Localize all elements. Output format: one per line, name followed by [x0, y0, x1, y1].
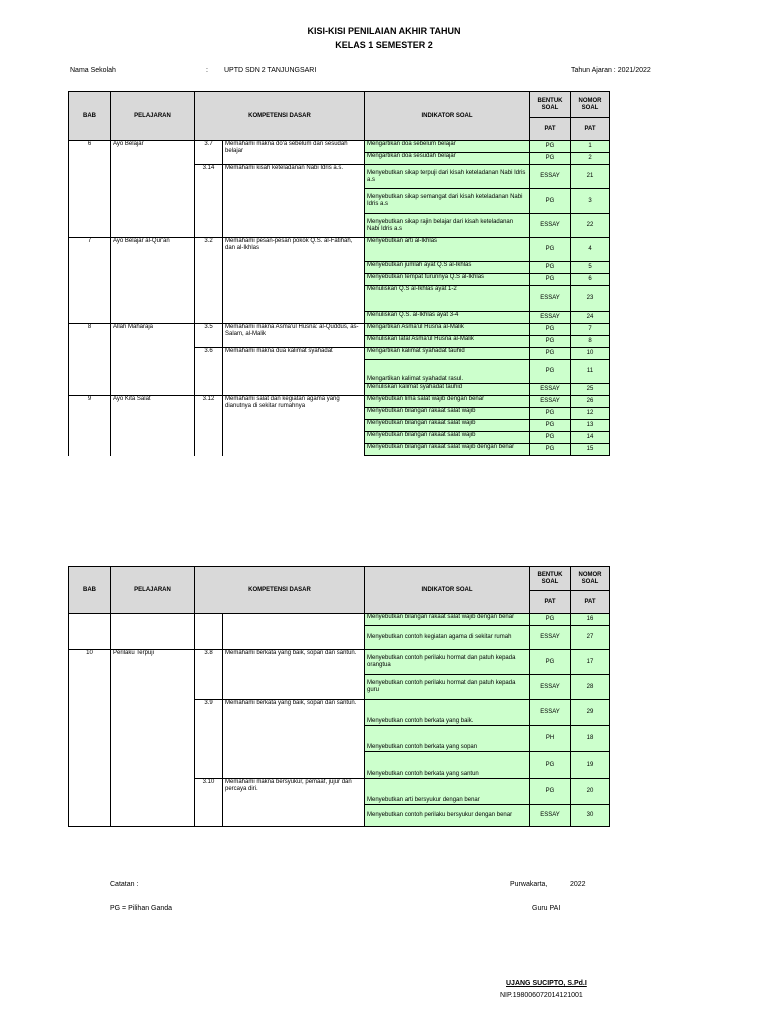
indicator: Mengartikan doa sesudah belajar — [365, 153, 530, 165]
kd-number: 3.2 — [195, 238, 223, 324]
question-number: 15 — [571, 444, 610, 456]
school-colon: : — [206, 67, 208, 74]
question-number: 23 — [571, 286, 610, 312]
kd-number: 3.7 — [195, 141, 223, 165]
question-type: PG — [530, 348, 571, 360]
col-nomor: NOMOR SOAL — [571, 92, 610, 118]
col-pat-bentuk: PAT — [530, 591, 571, 614]
question-number: 4 — [571, 238, 610, 262]
question-number: 30 — [571, 805, 610, 827]
indicator: Menyebutkan contoh perilaku hormat dan patuh kepada guru — [365, 675, 530, 700]
signer-name: UJANG SUCIPTO, S.Pd.I — [506, 980, 587, 987]
indicator: Menyebutkan contoh perilaku hormat dan patuh kepada orangtua — [365, 650, 530, 675]
question-number: 24 — [571, 312, 610, 324]
question-type: PG — [530, 262, 571, 274]
indicator: Menyebutkan jumlah ayat Q.S al-Ikhlas — [365, 262, 530, 274]
col-bentuk: BENTUK SOAL — [530, 567, 571, 591]
question-type: PG — [530, 432, 571, 444]
kd-text-empty — [223, 614, 365, 650]
table-row — [69, 141, 610, 153]
question-number: 2 — [571, 153, 610, 165]
question-type: PG — [530, 360, 571, 384]
lesson-name: Allah Maharaja — [111, 324, 195, 396]
indicator: Menyebutkan contoh berkata yang santun — [365, 752, 530, 779]
indicator: Mengartikan kalimat syahadat tauhid — [365, 348, 530, 360]
lesson-name: Ayo Belajar — [111, 141, 195, 238]
signer-nip: NIP.198006072014121001 — [500, 992, 583, 999]
question-number: 21 — [571, 165, 610, 189]
page-title: KISI-KISI PENILAIAN AKHIR TAHUN — [307, 26, 461, 36]
question-type: PG — [530, 274, 571, 286]
col-kompetensi: KOMPETENSI DASAR — [195, 567, 365, 614]
kd-text: Memahami berkata yang baik, sopan dan santun. — [223, 650, 365, 700]
table-row — [69, 650, 610, 675]
question-number: 3 — [571, 189, 610, 214]
school-name: UPTD SDN 2 TANJUNGSARI — [224, 67, 317, 74]
question-type: PG — [530, 408, 571, 420]
col-bentuk: BENTUK SOAL — [530, 92, 571, 118]
kd-text-content: Memahami makna do'a sebelum dan sesudah belajar — [225, 141, 348, 154]
lesson-name-empty — [111, 614, 195, 650]
question-type: PG — [530, 650, 571, 675]
question-type: PG — [530, 189, 571, 214]
col-pat-nomor: PAT — [571, 591, 610, 614]
question-number: 13 — [571, 420, 610, 432]
table-row — [69, 614, 610, 626]
lesson-name: Ayo Kita Salat — [111, 396, 195, 456]
lesson-name: Perilaku Terpuji — [111, 650, 195, 827]
kd-number: 3.9 — [195, 700, 223, 779]
col-indikator: INDIKATOR SOAL — [365, 92, 530, 141]
bab-number-empty — [69, 614, 111, 650]
table-row — [69, 238, 610, 262]
indicator: Menuliskan Q.S. al-Ikhlas ayat 3-4 — [365, 312, 530, 324]
bab-number: 10 — [69, 650, 111, 827]
kd-number: 3.12 — [195, 396, 223, 456]
indicator — [365, 444, 530, 456]
kd-text — [223, 141, 365, 165]
place-label: Purwakarta, — [510, 881, 548, 888]
kd-number: 3.10 — [195, 779, 223, 827]
kisi-table-2 — [68, 566, 610, 827]
question-type: ESSAY — [530, 312, 571, 324]
kd-text-content: Memahami makna Asma'ul Husna: al-Quddus, as-Salam, al-Malik — [225, 324, 359, 337]
question-type: ESSAY — [530, 675, 571, 700]
pg-legend: PG = Pilihan Ganda — [110, 905, 173, 912]
indicator: Menyebutkan contoh berkata yang sopan — [365, 726, 530, 752]
col-pat-bentuk: PAT — [530, 118, 571, 141]
question-type: PH — [530, 726, 571, 752]
lesson-name: Ayo Belajar al-Qur'an — [111, 238, 195, 324]
col-pelajaran: PELAJARAN — [111, 92, 195, 141]
col-indikator: INDIKATOR SOAL — [365, 567, 530, 614]
col-pat-nomor: PAT — [571, 118, 610, 141]
question-number: 28 — [571, 675, 610, 700]
indicator: Menyebutkan contoh perilaku bersyukur dengan benar — [365, 805, 530, 827]
question-type: PG — [530, 324, 571, 336]
kd-text-content: Memahami salat dan kegiatan agama yang dianutnya di sekitar rumahnya — [225, 396, 340, 409]
question-number: 20 — [571, 779, 610, 805]
bab-number: 8 — [69, 324, 111, 396]
kd-number-empty — [195, 614, 223, 650]
indicator: Menyebutkan arti bersyukur dengan benar — [365, 779, 530, 805]
question-type: ESSAY — [530, 805, 571, 827]
question-number: 12 — [571, 408, 610, 420]
indicator: Mengartikan kalimat syahadat rasul. — [365, 360, 530, 384]
indicator: Menyebutkan bilangan rakaat salat wajib — [365, 408, 530, 420]
kd-text: Memahami kisah keteladanan Nabi Idris a.s. — [223, 165, 365, 238]
question-number: 14 — [571, 432, 610, 444]
question-type: PG — [530, 153, 571, 165]
col-kompetensi: KOMPETENSI DASAR — [195, 92, 365, 141]
question-number: 1 — [571, 141, 610, 153]
signer-role: Guru PAI — [532, 905, 561, 912]
question-number: 29 — [571, 700, 610, 726]
indicator: Menyebutkan sikap terpuji dari kisah keteladanan Nabi Idris a.s — [365, 165, 530, 189]
question-type: PG — [530, 614, 571, 626]
indicator: Menyebutkan sikap rajin belajar dari kisah keteladanan Nabi Idris a.s — [365, 214, 530, 238]
indicator: Menyebutkan bilangan rakaat salat wajib — [365, 420, 530, 432]
school-label: Nama Sekolah — [70, 67, 116, 74]
kd-text — [223, 396, 365, 456]
question-number: 6 — [571, 274, 610, 286]
bab-number: 7 — [69, 238, 111, 324]
question-type: ESSAY — [530, 286, 571, 312]
indicator: Menyebutkan bilangan rakaat salat wajib — [365, 432, 530, 444]
question-number: 22 — [571, 214, 610, 238]
col-bab: BAB — [69, 92, 111, 141]
bab-number: 6 — [69, 141, 111, 238]
indicator: Mengartikan Asma'ul Husna al-Malik — [365, 324, 530, 336]
indicator — [365, 614, 530, 626]
indicator: Menuliskan kalimat syahadat tauhid — [365, 384, 530, 396]
question-number: 17 — [571, 650, 610, 675]
indicator-text: Menyebutkan bilangan rakaat salat wajib dengan benar — [367, 614, 515, 620]
kd-text — [223, 348, 365, 396]
kisi-table-1 — [68, 91, 610, 456]
question-number: 8 — [571, 336, 610, 348]
page-subtitle: KELAS 1 SEMESTER 2 — [335, 40, 433, 50]
indicator-text: Menyebutkan lima salat wajib dengan benar — [367, 396, 485, 402]
indicator-text: Menyebutkan tempat turunnya Q.S al-Ikhlas — [367, 274, 485, 280]
question-number: 19 — [571, 752, 610, 779]
question-type: ESSAY — [530, 396, 571, 408]
question-number: 5 — [571, 262, 610, 274]
bab-number: 9 — [69, 396, 111, 456]
question-type: PG — [530, 420, 571, 432]
notes-label: Catatan : — [110, 881, 139, 888]
indicator: Menyebutkan contoh berkata yang baik. — [365, 700, 530, 726]
question-type: PG — [530, 238, 571, 262]
question-number: 16 — [571, 614, 610, 626]
kd-text: Memahami berkata yang baik, sopan dan santun. — [223, 700, 365, 779]
question-number: 18 — [571, 726, 610, 752]
sign-year: 2022 — [570, 881, 586, 888]
col-nomor: NOMOR SOAL — [571, 567, 610, 591]
indicator: Menuliskan lafal Asma'ul Husna al-Malik — [365, 336, 530, 348]
question-type: ESSAY — [530, 165, 571, 189]
kd-number: 3.5 — [195, 324, 223, 348]
col-pelajaran: PELAJARAN — [111, 567, 195, 614]
question-number: 27 — [571, 626, 610, 650]
question-type: PG — [530, 141, 571, 153]
question-number: 10 — [571, 348, 610, 360]
indicator: Menyebutkan contoh kegiatan agama di sekitar rumah — [365, 626, 530, 650]
question-type: ESSAY — [530, 700, 571, 726]
col-bab: BAB — [69, 567, 111, 614]
kd-text: Memahami makna bersyukur, pemaaf, jujur dan percaya diri. — [223, 779, 365, 827]
question-type: PG — [530, 779, 571, 805]
question-number: 11 — [571, 360, 610, 384]
question-type: PG — [530, 336, 571, 348]
question-number: 25 — [571, 384, 610, 396]
kd-text: Memahami pesan-pesan pokok Q.S. al-Fatihah, dan al-Ikhlas — [223, 238, 365, 324]
question-type: ESSAY — [530, 626, 571, 650]
question-type: ESSAY — [530, 214, 571, 238]
indicator: Menyebutkan sikap semangat dari kisah keteladanan Nabi Idris a.s — [365, 189, 530, 214]
indicator — [365, 396, 530, 408]
academic-year: Tahun Ajaran : 2021/2022 — [571, 67, 651, 74]
kd-number: 3.14 — [195, 165, 223, 238]
kd-number: 3.6 — [195, 348, 223, 396]
question-type: ESSAY — [530, 384, 571, 396]
question-number: 26 — [571, 396, 610, 408]
indicator: Mengartikan doa sebelum belajar — [365, 141, 530, 153]
indicator: Menyebutkan arti al-Ikhlas — [365, 238, 530, 262]
question-type: PG — [530, 752, 571, 779]
question-type: PG — [530, 444, 571, 456]
indicator-text: Menyebutkan bilangan rakaat salat wajib dengan benar — [367, 444, 515, 450]
indicator — [365, 274, 530, 286]
kd-text-content: Memahami makna dua kalimat syahadat — [225, 348, 333, 354]
table-row — [69, 396, 610, 408]
table-row — [69, 324, 610, 336]
kd-number: 3.8 — [195, 650, 223, 700]
question-number: 7 — [571, 324, 610, 336]
kd-text — [223, 324, 365, 348]
indicator: Menuliskan Q.S al-Ikhlas ayat 1-2 — [365, 286, 530, 312]
